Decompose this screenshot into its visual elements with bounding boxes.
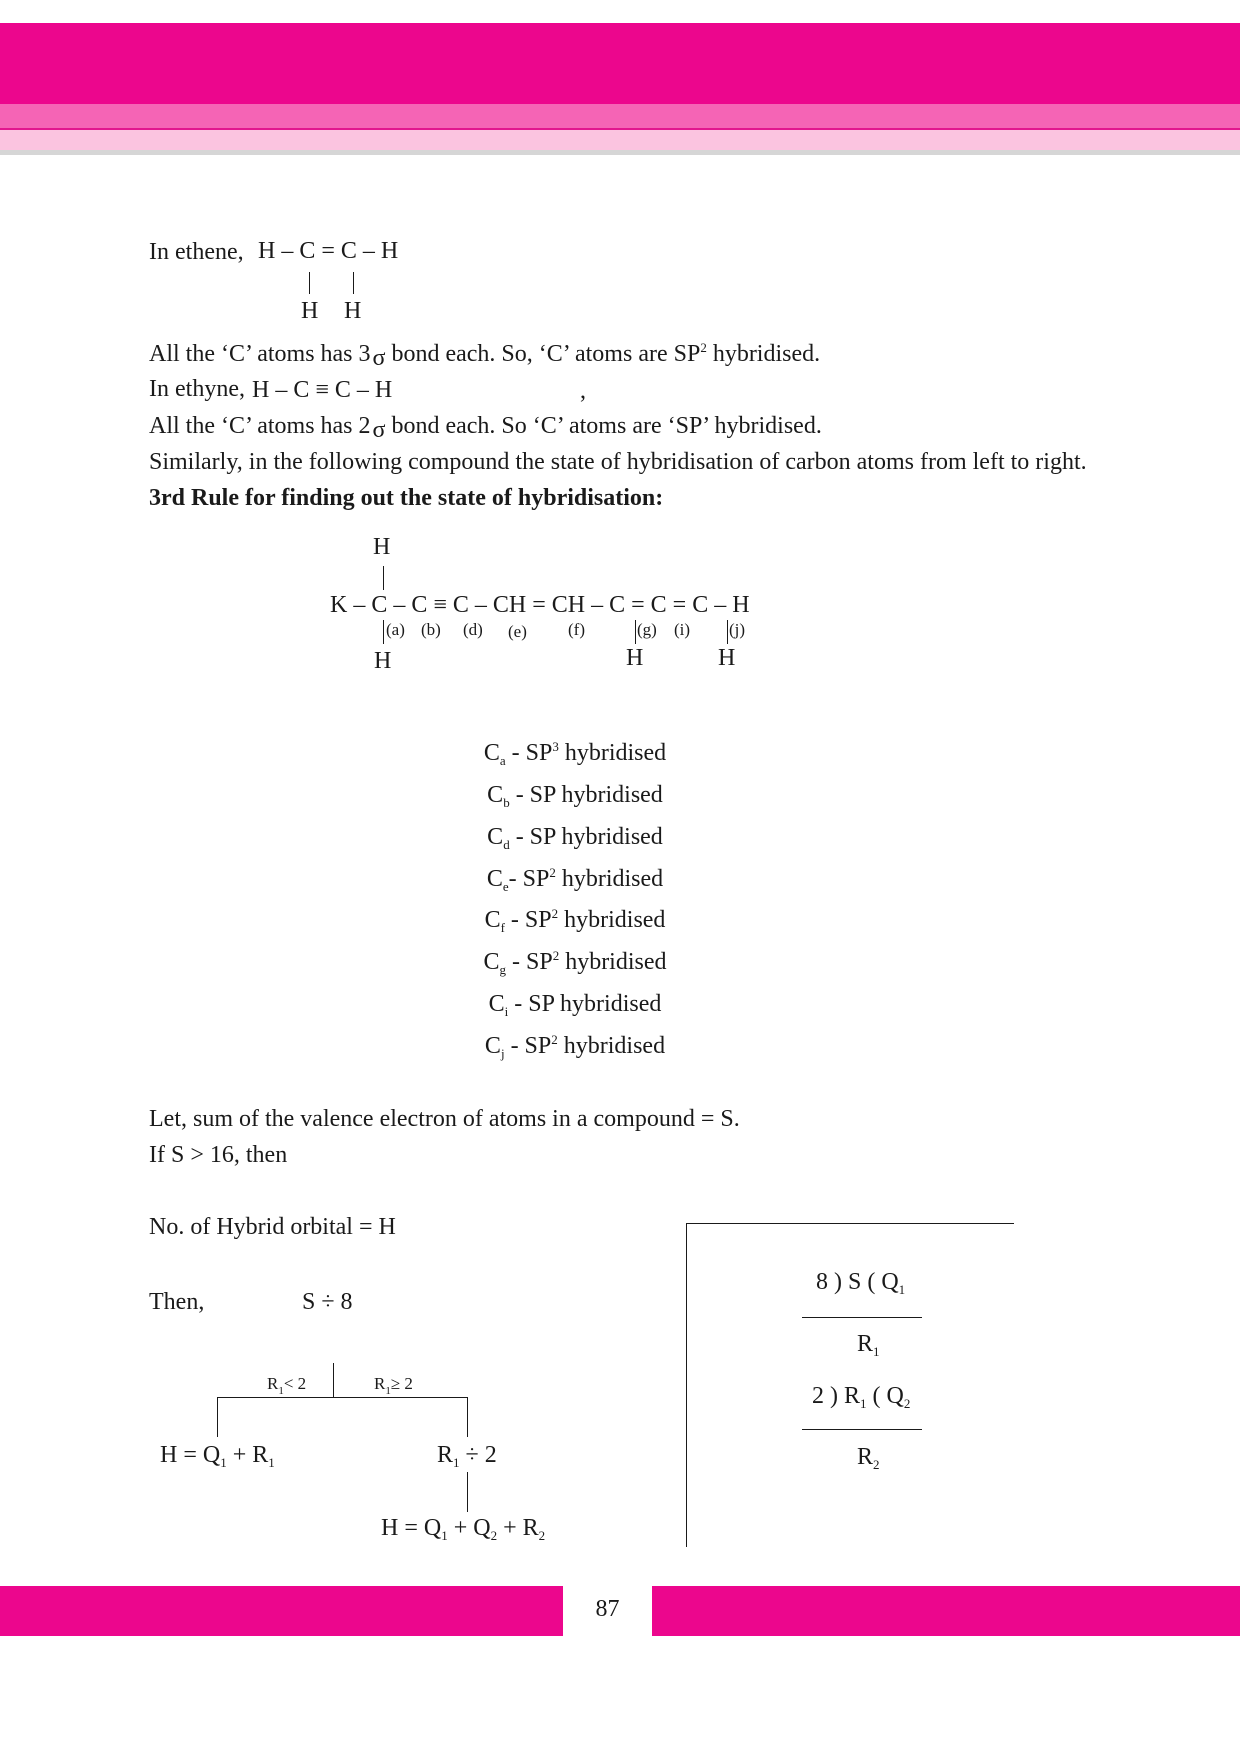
- compound-bond-g: [635, 620, 636, 644]
- ethyne-comma: ,: [580, 378, 586, 404]
- sigma-symbol: σ: [372, 417, 386, 443]
- label-d: (d): [463, 620, 483, 639]
- ethene-sentence: [149, 334, 820, 372]
- ethyne-sentence-part2: bond each. So ‘C’ atoms are ‘SP’ hybridised.: [391, 413, 822, 439]
- rule-heading: 3rd Rule for finding out the state of hybridisation:: [149, 485, 664, 511]
- flow-right-step: $R_1 \div 2$: [437, 1442, 497, 1470]
- compound-h-j: H: [718, 645, 736, 671]
- hybridisation-item-g: $C_g - SP^2$ hybridised: [483, 948, 667, 977]
- label-g: (g): [637, 620, 657, 639]
- label-f: (f): [568, 620, 585, 639]
- label-e: (e): [508, 622, 527, 641]
- compound-bond-j: [727, 620, 728, 644]
- division-remainder-2: $R_2$: [857, 1444, 880, 1472]
- header-band-middle: [0, 104, 1240, 128]
- hybridisation-item-j: $C_j - SP^2$ hybridised: [484, 1032, 666, 1061]
- division-box-left: [686, 1223, 687, 1547]
- header-band-light: [0, 130, 1240, 150]
- valence-line-3: No. of Hybrid orbital = H: [149, 1214, 396, 1240]
- ethene-bond-left: [309, 272, 310, 294]
- ethene-sentence-sup: 2: [700, 340, 707, 355]
- division-row-2: 2 ) $R_1$ ( $Q_2$: [812, 1383, 911, 1411]
- ethyne-label: In ethyne,: [149, 376, 245, 402]
- hybridisation-item-d: $C_d$ - SP hybridised: [487, 824, 663, 852]
- flow-right-drop: [467, 1397, 468, 1437]
- compound-h-a: H: [374, 648, 392, 674]
- valence-line-1: Let, sum of the valence electron of atoms in a compound = S.: [149, 1106, 740, 1132]
- label-b: (b): [421, 620, 441, 639]
- division-remainder-1: $R_1$: [857, 1331, 880, 1359]
- division-rule-1: [802, 1317, 922, 1318]
- similarly-text: Similarly, in the following compound the state of hybridisation of carbon atoms from left to right.: [149, 449, 1087, 475]
- footer-band-right: [652, 1586, 1240, 1636]
- label-j: (j): [729, 620, 746, 639]
- compound-h-g: H: [626, 645, 644, 671]
- header-band-shadow: [0, 150, 1240, 155]
- flow-final-result: $H = Q_1 + Q_2 + R_2$: [381, 1515, 546, 1543]
- ethene-sentence-part2: bond each. So, ‘C’ atoms are SP: [391, 341, 701, 367]
- sigma-symbol: σ: [372, 345, 386, 371]
- label-a: (a): [386, 620, 405, 639]
- flow-left-result: $H = Q_1 + R_1$: [160, 1442, 275, 1470]
- flow-left-drop: [217, 1397, 218, 1437]
- flow-branch-line: [217, 1397, 468, 1398]
- compound-bond-a: [383, 620, 384, 644]
- hybridisation-item-a: $C_a - SP^3$ hybridised: [483, 739, 667, 768]
- footer-band-left: [0, 1586, 563, 1636]
- division-box-top: [686, 1223, 1014, 1224]
- ethene-label: In ethene,: [149, 239, 244, 265]
- flow-right-condition: $R_1\ge 2$: [374, 1374, 413, 1397]
- ethene-formula: H – C = C – H: [258, 238, 399, 264]
- hybridisation-item-i: $C_i$ - SP hybridised: [488, 991, 662, 1019]
- flow-left-condition: $R_1< 2$: [267, 1374, 307, 1397]
- ethene-h-left: H: [301, 298, 319, 324]
- compound-bond-top: [383, 566, 384, 590]
- ethene-h-right: H: [344, 298, 362, 324]
- ethene-bond-right: [353, 272, 354, 294]
- division-rule-2: [802, 1429, 922, 1430]
- ethene-sentence-part1: All the ‘C’ atoms has 3: [149, 341, 371, 367]
- header-band-top: [0, 23, 1240, 104]
- then-label: Then,: [149, 1289, 205, 1315]
- flow-final-stem: [467, 1472, 468, 1512]
- ethyne-sentence: [149, 412, 822, 444]
- flow-split-stem: [333, 1363, 334, 1397]
- division-row-1: 8 ) S ( $Q_1$: [816, 1269, 906, 1297]
- compound-top-h: H: [373, 534, 391, 560]
- ethyne-sentence-part1: All the ‘C’ atoms has 2: [149, 413, 371, 439]
- label-i: (i): [674, 620, 691, 639]
- hybridisation-item-f: $C_f - SP^2$ hybridised: [484, 906, 666, 935]
- compound-chain: K – C – C ≡ C – CH = CH – C = C = C – H: [330, 592, 750, 618]
- ethene-sentence-part3: hybridised.: [712, 341, 821, 367]
- hybridisation-item-b: $C_b$ - SP hybridised: [487, 782, 663, 810]
- valence-line-2: If S > 16, then: [149, 1142, 288, 1168]
- page-number: 87: [595, 1596, 620, 1622]
- ethyne-formula: H – C ≡ C – H: [252, 377, 393, 403]
- hybridisation-item-e: $C_e-$ $SP^2$ hybridised: [486, 865, 664, 894]
- s-divide-8: S ÷ 8: [302, 1289, 353, 1315]
